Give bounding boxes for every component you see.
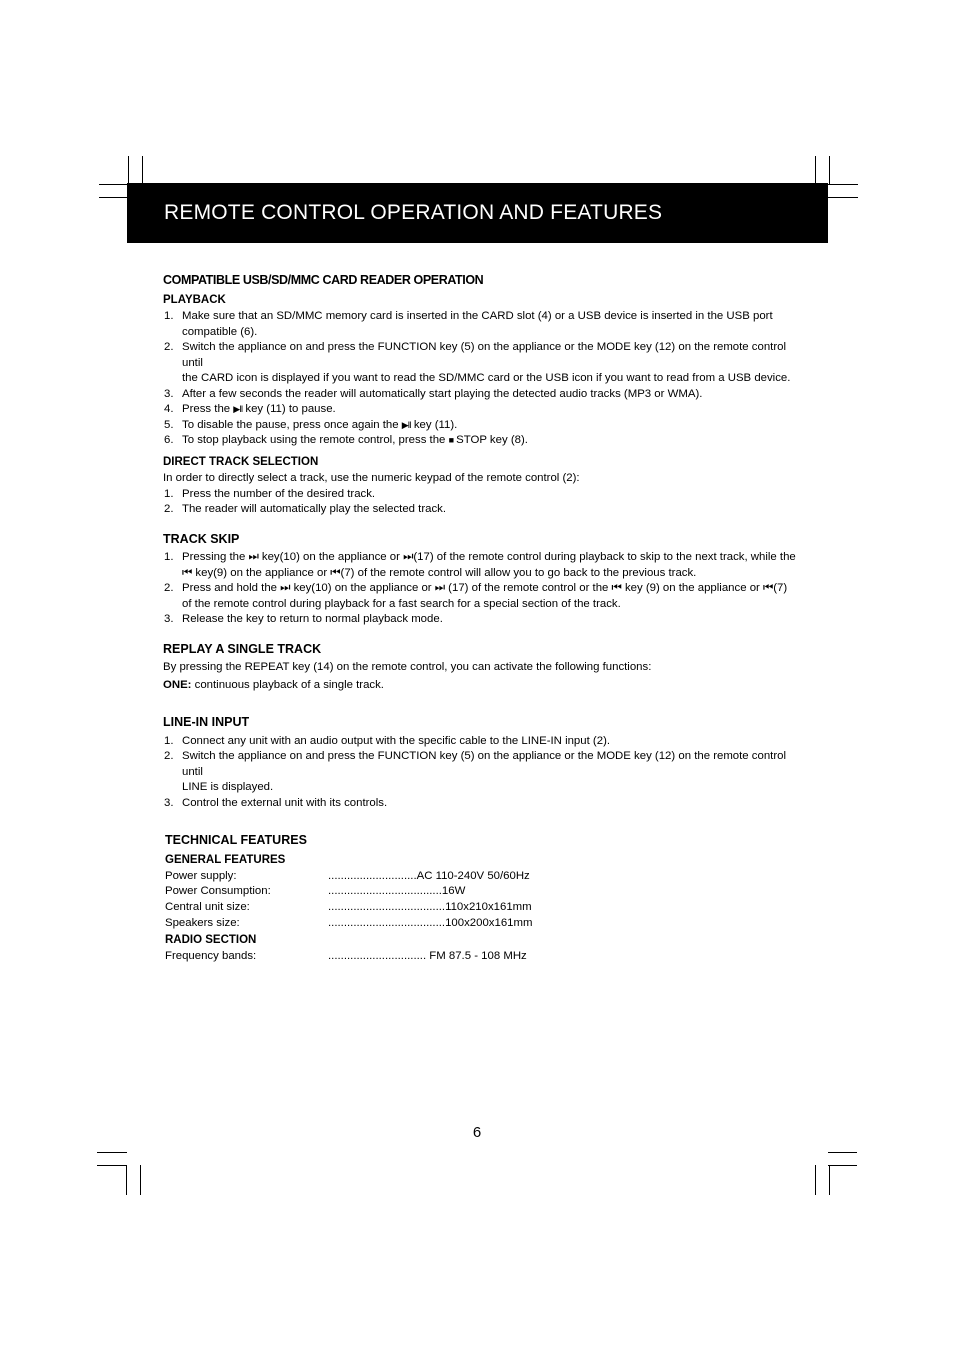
crop-mark <box>126 1165 127 1195</box>
subheading-direct-track: DIRECT TRACK SELECTION <box>163 455 319 468</box>
general-features-table <box>163 869 808 932</box>
list-item: 1. Pressing the ⏭ key(10) on the appliance or ⏭(17) of the remote control during playback to skip to the next track, while the ⏮ key(9) on the appliance or ⏮(7) of the remote control will allow you to go back to the previous track. <box>164 551 796 579</box>
crop-mark <box>815 156 816 184</box>
page-title: REMOTE CONTROL OPERATION AND FEATURES <box>164 201 663 224</box>
replay-intro: By pressing the REPEAT key (14) on the remote control, you can activate the following functions: <box>163 661 652 673</box>
subheading-playback: PLAYBACK <box>163 293 226 306</box>
spec-row: Frequency bands: ............................... FM 87.5 - 108 MHz <box>165 949 527 962</box>
header-bar <box>127 183 828 243</box>
section-heading-line-in: LINE-IN INPUT <box>163 715 250 729</box>
playback-list <box>163 309 808 449</box>
main-content <box>163 273 808 964</box>
list-item: 2. Press and hold the ⏭ key(10) on the appliance or ⏭ (17) of the remote control or the ⏮ key (9) on the appliance or ⏮(7) of the remote control during playback for a fast search for a special section of the track. <box>164 582 788 610</box>
crop-mark <box>99 197 129 198</box>
section-heading-replay: REPLAY A SINGLE TRACK <box>163 641 322 656</box>
crop-mark <box>140 1165 141 1195</box>
spec-row: Power Consumption: ....................................16W <box>165 885 466 898</box>
list-item: 1. Make sure that an SD/MMC memory card is inserted in the CARD slot (4) or a USB device is inserted in the USB port compatible (6). <box>164 310 773 338</box>
crop-mark <box>828 197 858 198</box>
crop-mark <box>97 1152 127 1153</box>
subheading-radio-section: RADIO SECTION <box>165 933 257 946</box>
section-heading-card-reader: COMPATIBLE USB/SD/MMC CARD READER OPERATION <box>163 273 484 287</box>
crop-mark <box>828 1165 857 1166</box>
crop-mark <box>142 156 143 184</box>
list-item: 1. Press the number of the desired track. <box>164 487 376 500</box>
list-item: 2. Switch the appliance on and press the FUNCTION key (5) on the appliance or the MODE key (12) on the remote control until LINE is displayed. <box>164 750 786 793</box>
crop-mark <box>99 184 129 185</box>
crop-mark <box>128 156 129 184</box>
line-in-list <box>163 734 808 812</box>
subheading-general-features: GENERAL FEATURES <box>165 853 286 866</box>
direct-track-intro: In order to directly select a track, use the numeric keypad of the remote control (2): <box>163 472 580 484</box>
track-skip-list <box>163 550 808 628</box>
crop-mark <box>829 1165 830 1195</box>
page-number: 6 <box>472 1124 482 1141</box>
stop-icon: ■ <box>448 435 453 445</box>
spec-row: Power supply: ............................AC 110-240V 50/60Hz <box>165 869 530 882</box>
section-heading-technical: TECHNICAL FEATURES <box>165 833 307 847</box>
list-item: 6. To stop playback using the remote control, press the ■ STOP key (8). <box>164 434 528 446</box>
list-item: 2. Switch the appliance on and press the FUNCTION key (5) on the appliance or the MODE key (12) on the remote control until the CARD icon is displayed if you want to read the SD/MMC card or the USB icon if you want to read from a USB device. <box>164 341 791 384</box>
spec-row: Central unit size: .....................................110x210x161mm <box>165 901 532 914</box>
list-item: 3. Release the key to return to normal playback mode. <box>164 613 443 625</box>
crop-mark <box>97 1165 127 1166</box>
list-item: 2. The reader will automatically play the selected track. <box>164 503 447 515</box>
crop-mark <box>828 1152 857 1153</box>
play-pause-icon: ▶II <box>233 404 243 414</box>
direct-track-list <box>163 487 808 518</box>
section-heading-track-skip: TRACK SKIP <box>163 531 240 546</box>
list-item: 4. Press the ▶II key (11) to pause. <box>164 403 336 415</box>
list-item: 1. Connect any unit with an audio output with the specific cable to the LINE-IN input (2). <box>164 734 611 747</box>
crop-mark <box>815 1165 816 1195</box>
replay-one: ONE: continuous playback of a single track. <box>163 678 384 691</box>
crop-mark <box>829 156 830 184</box>
list-item: 3. Control the external unit with its controls. <box>164 796 388 809</box>
radio-section-table <box>163 949 808 965</box>
list-item: 3. After a few seconds the reader will automatically start playing the detected audio tracks (MP3 or WMA). <box>164 387 703 400</box>
spec-row: Speakers size: .....................................100x200x161mm <box>165 916 533 929</box>
play-pause-icon: ▶II <box>401 419 411 430</box>
list-item: 5. To disable the pause, press once again the ▶II key (11). <box>164 418 458 431</box>
crop-mark <box>828 184 858 185</box>
